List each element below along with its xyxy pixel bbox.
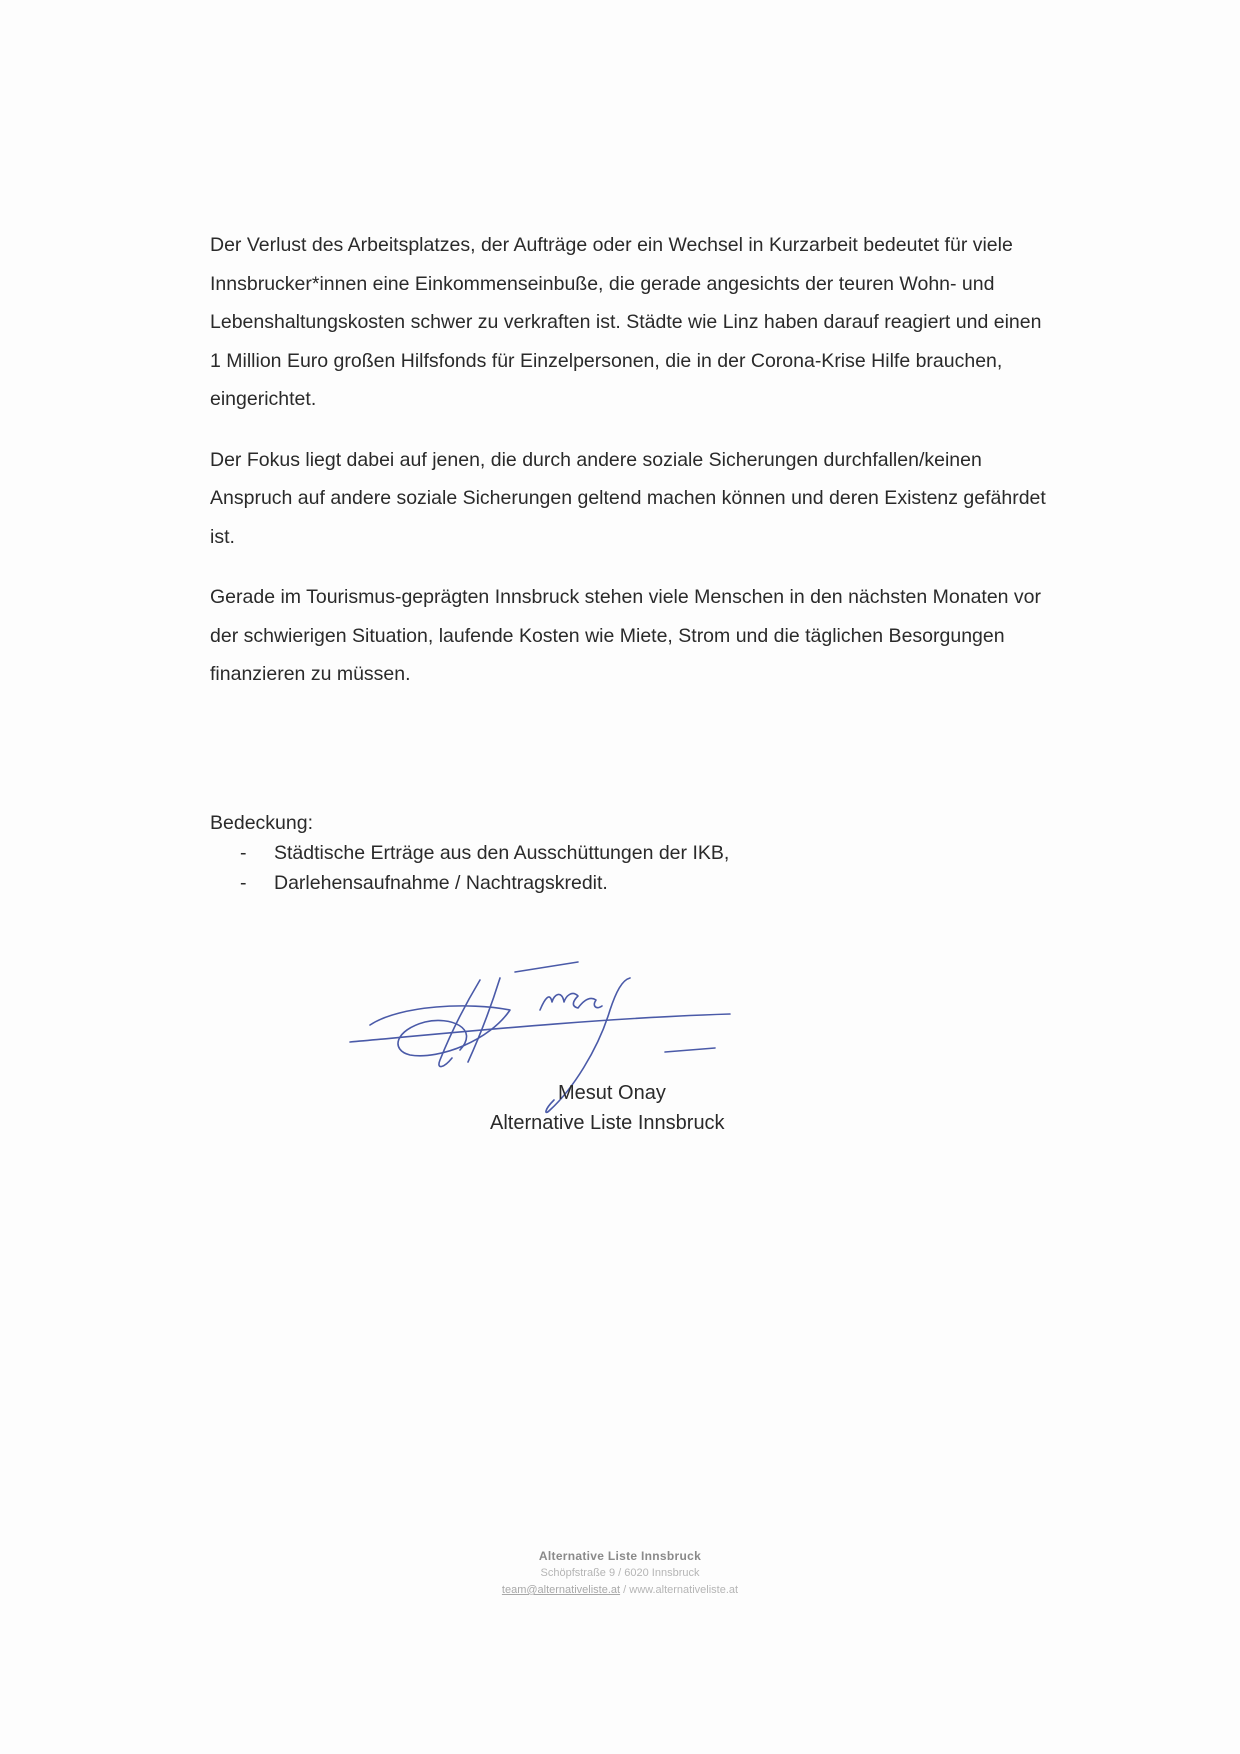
dash-bullet: - (240, 842, 247, 864)
signer-block (480, 1078, 780, 1138)
coverage-title: Bedeckung: (210, 812, 313, 834)
signature-stroke (439, 980, 480, 1067)
list-item (210, 838, 1010, 868)
signature-stroke (540, 994, 602, 1010)
coverage-list (210, 838, 1010, 898)
list-item (210, 868, 1010, 898)
coverage-item-text: Darlehensaufnahme / Nachtragskredit. (274, 872, 608, 894)
signature-stroke (468, 978, 500, 1062)
footer-organization: Alternative Liste Innsbruck (538, 1549, 702, 1563)
signer-name: Mesut Onay (558, 1082, 666, 1104)
coverage-item-text: Städtische Erträge aus den Ausschüttungen der IKB, (274, 842, 730, 864)
signature-stroke (350, 1014, 730, 1042)
signature-stroke (515, 962, 578, 972)
footer-separator: / (620, 1584, 630, 1596)
coverage-section (210, 808, 1010, 898)
paragraph-tourism: Gerade im Tourismus-geprägten Innsbruck stehen viele Menschen in den nächsten Monaten vor der schwierigen Situation, laufende Kosten wie Miete, Strom und die täglichen Besorgungen finanzieren zu müssen. (210, 586, 1042, 685)
footer-website-link[interactable]: www.alternativeliste.at (629, 1584, 739, 1596)
dash-bullet: - (240, 872, 247, 894)
footer-address: Schöpfstraße 9 / 6020 Innsbruck (540, 1567, 700, 1579)
paragraph-focus: Der Fokus liegt dabei auf jenen, die durch andere soziale Sicherungen durchfallen/keinen Anspruch auf andere soziale Sicherungen geltend machen können und deren Existenz gefährdet ist. (210, 448, 1046, 548)
footer-email-link[interactable]: team@alternativeliste.at (501, 1584, 621, 1596)
paragraph-job-loss: Der Verlust des Arbeitsplatzes, der Aufträge oder ein Wechsel in Kurzarbeit bedeutet für viele Innsbrucker*innen eine Einkommenseinbuße, die gerade angesichts der teuren Wohn- und Lebenshaltungskosten schwer zu verkraften ist. Städte wie Linz haben darauf reagiert und einen 1 Million Euro großen Hilfsfonds für Einzelpersonen, die in der Corona-Krise Hilfe brauchen, eingerichtet. (210, 234, 1042, 410)
signature-stroke (370, 1006, 510, 1056)
signature-stroke (665, 1048, 715, 1052)
signer-organization: Alternative Liste Innsbruck (490, 1112, 725, 1134)
letterhead-footer (420, 1548, 820, 1599)
footer-contact (420, 1582, 820, 1599)
letter-body (210, 226, 1050, 716)
